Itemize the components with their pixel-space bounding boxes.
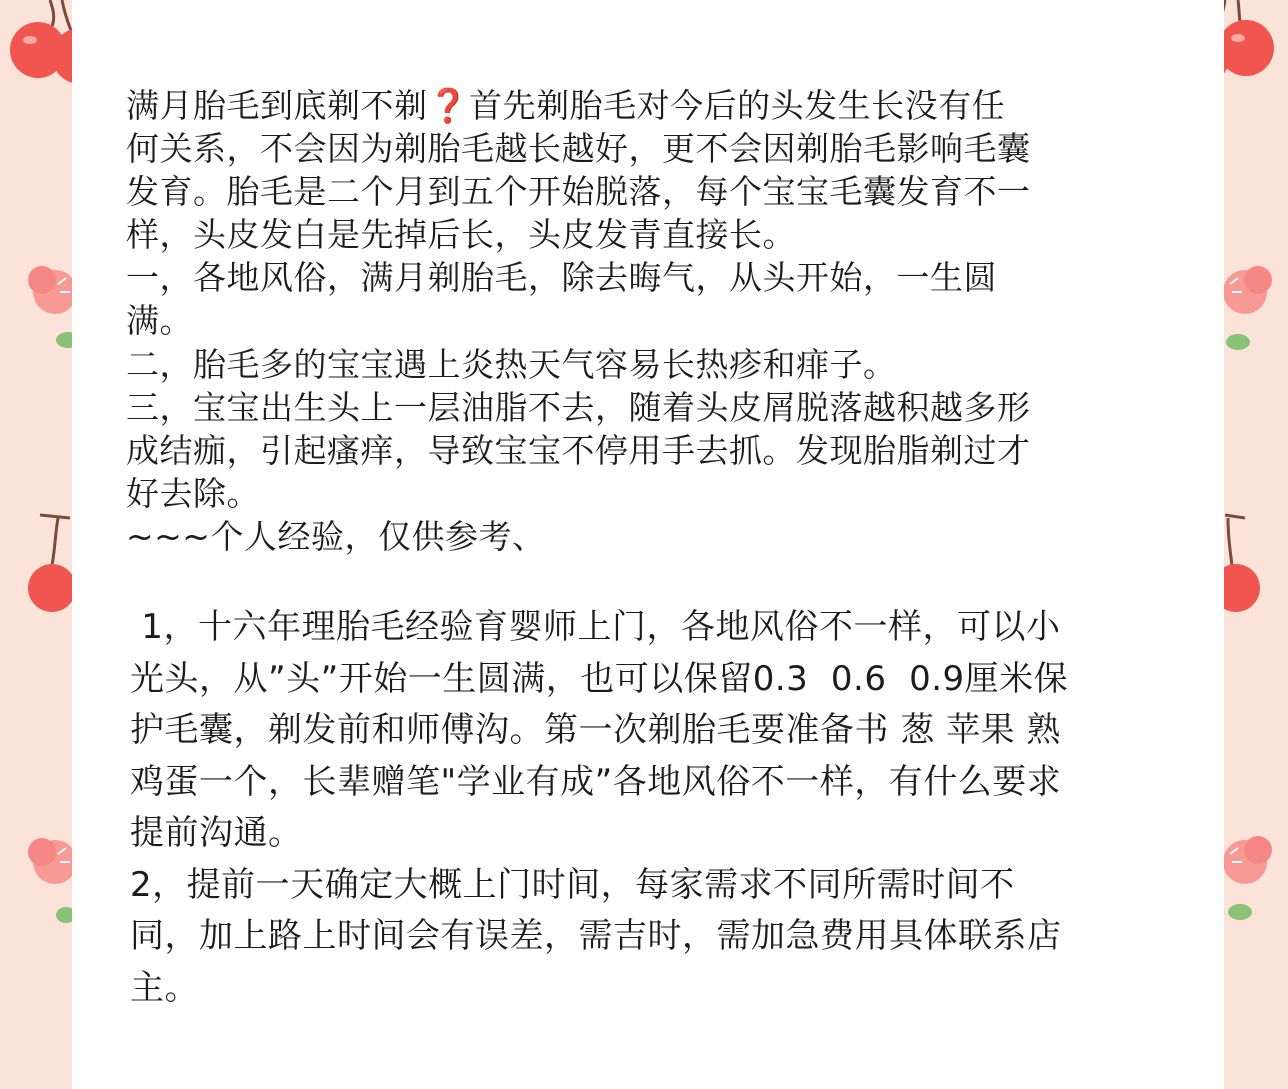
text-section-service [130,602,1068,1014]
text-line: ~~~个人经验，仅供参考、 [126,516,546,556]
text-line: 三，宝宝出生头上一层油脂不去，随着头皮屑脱落越积越多形 [126,387,1031,427]
text-line: 一，各地风俗，满月剃胎毛，除去晦气，从头开始，一生圆 [126,258,997,298]
text-line: 鸡蛋一个，长辈赠笔"学业有成”各地风俗不一样，有什么要求 [130,761,1062,802]
text-line: 同，加上路上时间会有误差，需吉时，需加急费用具体联系店 [130,916,1062,956]
text-line: 好去除。 [126,473,260,513]
text-line: 2，提前一天确定大概上门时间，每家需求不同所需时间不 [130,864,1015,905]
text-line: 护毛囊，剃发前和师傅沟。第一次剃胎毛要准备书 葱 苹果 熟 [130,710,1061,750]
text-line: 发育。胎毛是二个月到五个开始脱落，每个宝宝毛囊发育不一 [126,172,1031,212]
flower-icon [1223,266,1272,350]
text-line: 主。 [130,967,199,1008]
text-line: 何关系，不会因为剃胎毛越长越好，更不会因剃胎毛影响毛囊 [126,129,1031,169]
text-section-intro [126,84,1031,558]
text-line: 二，胎毛多的宝宝遇上炎热天气容易长热疹和痱子。 [126,344,897,384]
text-line: 提前沟通。 [130,813,303,853]
text-line: 满月胎毛到底剃不剃❓首先剃胎毛对今后的头发生长没有任 [126,86,1006,125]
text-line: 光头，从”头”开始一生圆满，也可以保留0.3 0.6 0.9厘米保 [130,658,1069,699]
flower-icon [28,838,77,923]
text-line: 成结痂，引起瘙痒，导致宝宝不停用手去抓。发现胎脂剃过才 [126,430,1031,470]
cherry-icon [28,515,76,612]
flower-icon [1223,836,1272,920]
question-mark-icon: ❓ [427,86,470,125]
text-line: 1，十六年理胎毛经验育婴师上门，各地风俗不一样，可以小 [130,607,1061,647]
text-line: 样，头皮发白是先掉后长，头皮发青直接长。 [126,215,796,255]
text-line: 满。 [126,301,193,341]
